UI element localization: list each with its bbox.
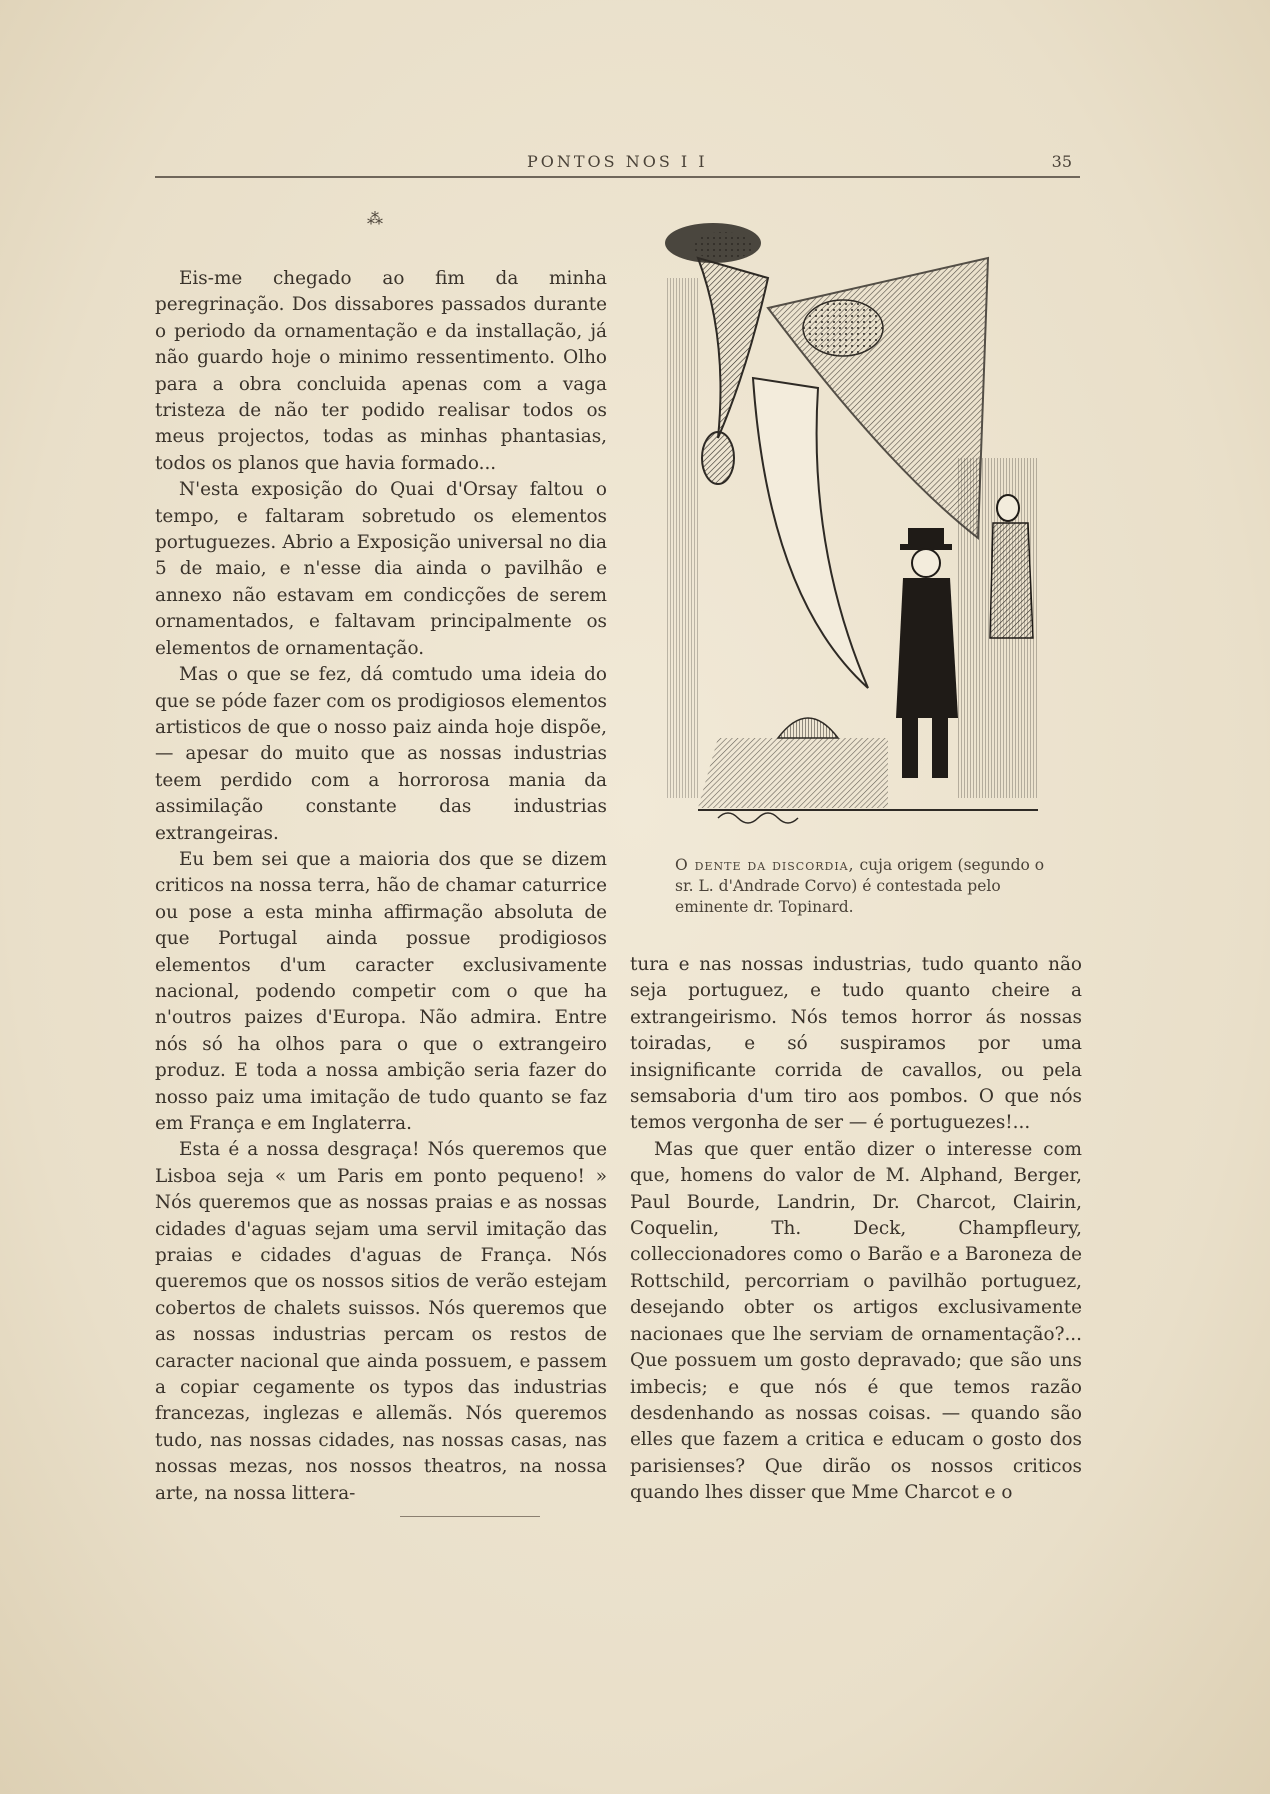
asterism: ⁂ xyxy=(367,209,383,228)
page-header xyxy=(155,150,1080,178)
engraving-illustration xyxy=(658,218,1058,840)
page-number: 35 xyxy=(1051,152,1072,171)
paragraph: Esta é a nossa desgraça! Nós queremos que Lisboa seja « um Paris em ponto pequeno! » Nós queremos que as nossas praias e as nossas cidades d'aguas sejam uma servil imitação das praias e cidades d'aguas de França. Nós queremos que os nossos sitios de verão estejam cobertos de chalets suissos. Nós queremos que as nossas industrias percam os restos de caracter nacional que ainda possuem, e passem a copiar cegamente os typos das industrias francezas, inglezas e allemãs. Nós queremos tudo, nas nossas cidades, nas nossas casas, nas nossas mezas, nos nossos theatros, na nossa arte, na nossa littera- xyxy=(155,1139,607,1504)
closing-rule xyxy=(400,1516,540,1517)
left-column xyxy=(155,266,607,1507)
right-column xyxy=(630,952,1082,1507)
paragraph: Eis-me chegado ao fim da minha peregrinação. Dos dissabores passados durante o periodo da ornamentação e da installação, já não guardo hoje o minimo ressentimento. Olho para a obra concluida apenas com a vaga tristeza de não ter podido realisar todos os meus projectos, todas as minhas phantasias, todos os planos que havia formado... xyxy=(155,268,607,474)
paragraph: Mas que quer então dizer o interesse com que, homens do valor de M. Alphand, Berger, Paul Bourde, Landrin, Dr. Charcot, Clairin, Coquelin, Th. Deck, Champfleury, colleccionadores como o Barão e a Baroneza de Rottschild, percorriam o pavilhão portuguez, desejando obter os artigos exclusivamente nacionaes que lhe serviam de ornamentação?... Que possuem um gosto depravado; que são uns imbecis; e que nós é que temos razão desdenhando as nossas coisas. — quando são elles que fazem a critica e educam o gosto dos parisienses? Que dirão os nossos criticos quando lhes disser que Mme Charcot e o xyxy=(630,1138,1082,1504)
figure-caption xyxy=(675,855,1065,918)
paragraph: Mas o que se fez, dá comtudo uma ideia do que se póde fazer com os prodigiosos elementos artisticos de que o nosso paiz ainda hoje dispõe, — apesar do muito que as nossas industrias teem perdido com a horrorosa mania da assimilação constante das industrias extrangeiras. xyxy=(155,664,607,844)
caption-lead: O dente da discordia, xyxy=(675,856,855,874)
paragraph: tura e nas nossas industrias, tudo quanto não seja portuguez, e tudo quanto cheire a extrangeirismo. Nós temos horror ás nossas toiradas, e só suspiramos por uma insignificante corrida de cavallos, ou pela semsaboria d'um tiro aos pombos. O que nós temos vergonha de ser — é portuguezes!... xyxy=(630,954,1082,1134)
paragraph: Eu bem sei que a maioria dos que se dizem criticos na nossa terra, hão de chamar caturrice ou pose a esta minha affirmação absoluta de que Portugal ainda possue prodigiosos elementos d'um caracter exclusivamente nacional, podendo competir com o que ha n'outros paizes d'Europa. Não admira. Entre nós só ha olhos para o que o extrangeiro produz. E toda a nossa ambição seria fazer do nosso paiz uma imitação de tudo quanto se faz em França e em Inglaterra. xyxy=(155,848,607,1134)
paragraph: N'esta exposição do Quai d'Orsay faltou o tempo, e faltaram sobretudo os elementos portuguezes. Abrio a Exposição universal no dia 5 de maio, e n'esse dia ainda o pavilhão e annexo não estavam em condicções de serem ornamentados, e faltavam principalmente os elementos de ornamentação. xyxy=(155,479,607,659)
running-title: PONTOS NOS I I xyxy=(527,152,708,171)
caption-text: cuja origem (segundo o sr. L. d'Andrade Corvo) é contestada pelo eminente dr. Topinard. xyxy=(675,856,1045,916)
